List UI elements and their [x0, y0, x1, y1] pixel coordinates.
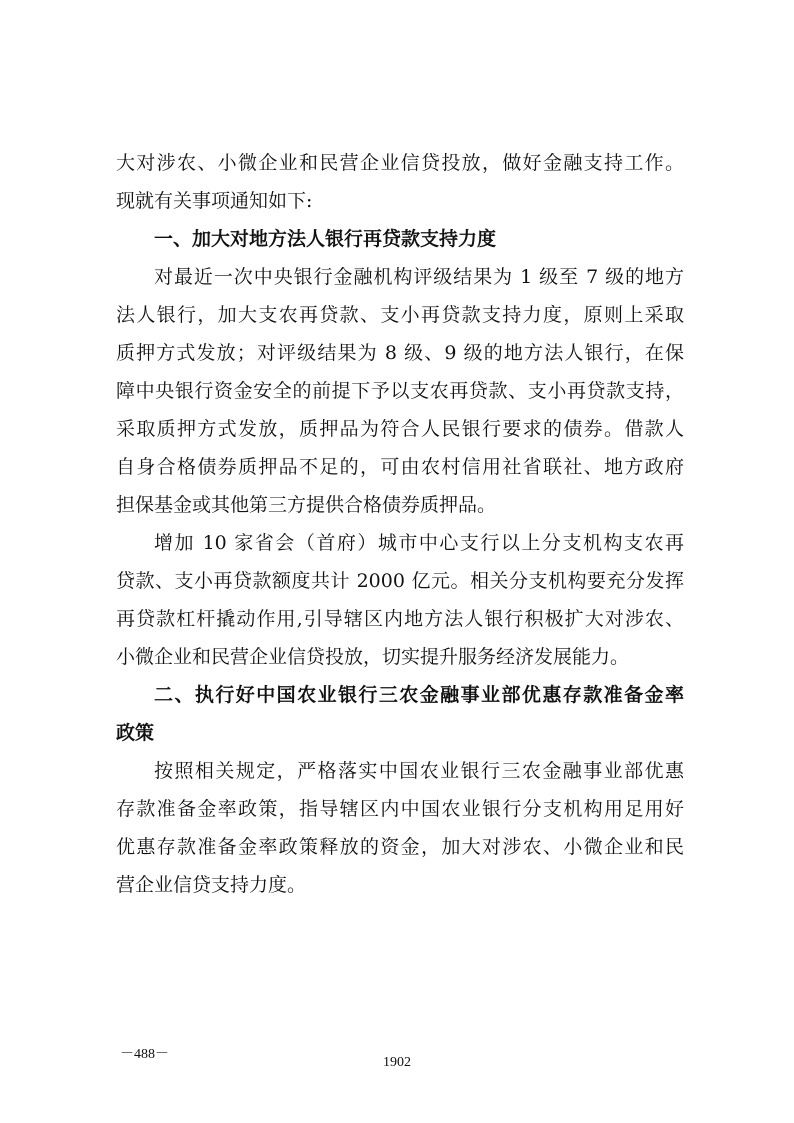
page-number-left: －488－ — [120, 1047, 169, 1062]
paragraph-line: 按照相关规定，严格落实中国农业银行三农金融事业部优惠 — [154, 760, 684, 782]
paragraph-line: 优惠存款准备金率政策释放的资金，加大对涉农、小微企业和民 — [116, 836, 684, 858]
section-heading: 一、加大对地方法人银行再贷款支持力度 — [154, 228, 497, 250]
paragraph-line: 自身合格债券质押品不足的，可由农村信用社省联社、地方政府 — [116, 456, 684, 478]
body-text — [116, 144, 684, 904]
paragraph-line: 障中央银行资金安全的前提下予以支农再贷款、支小再贷款支持， — [116, 380, 684, 402]
section-heading-continued: 政策 — [116, 722, 155, 744]
paragraph-line: 增加 10 家省会（首府）城市中心支行以上分支机构支农再 — [154, 532, 684, 554]
paragraph-line: 现就有关事项通知如下: — [116, 190, 313, 212]
paragraph-line: 再贷款杠杆撬动作用,引导辖区内地方法人银行积极扩大对涉农、 — [116, 608, 684, 630]
paragraph-line: 法人银行，加大支农再贷款、支小再贷款支持力度，原则上采取 — [116, 304, 684, 326]
paragraph-line: 小微企业和民营企业信贷投放，切实提升服务经济发展能力。 — [116, 646, 630, 668]
paragraph-line: 贷款、支小再贷款额度共计 2000 亿元。相关分支机构要充分发挥 — [116, 570, 684, 592]
paragraph-line: 营企业信贷支持力度。 — [116, 874, 307, 896]
paragraph-line: 对最近一次中央银行金融机构评级结果为 1 级至 7 级的地方 — [154, 266, 684, 288]
section-heading: 二、执行好中国农业银行三农金融事业部优惠存款准备金率 — [154, 684, 684, 706]
paragraph-line: 存款准备金率政策，指导辖区内中国农业银行分支机构用足用好 — [116, 798, 684, 820]
page-number-center: 1902 — [383, 1055, 411, 1070]
paragraph-line: 质押方式发放；对评级结果为 8 级、9 级的地方法人银行，在保 — [116, 342, 684, 364]
paragraph-line: 担保基金或其他第三方提供合格债券质押品。 — [116, 494, 497, 516]
paragraph-line: 大对涉农、小微企业和民营企业信贷投放，做好金融支持工作。 — [116, 152, 684, 174]
paragraph-line: 采取质押方式发放，质押品为符合人民银行要求的债券。借款人 — [116, 418, 684, 440]
